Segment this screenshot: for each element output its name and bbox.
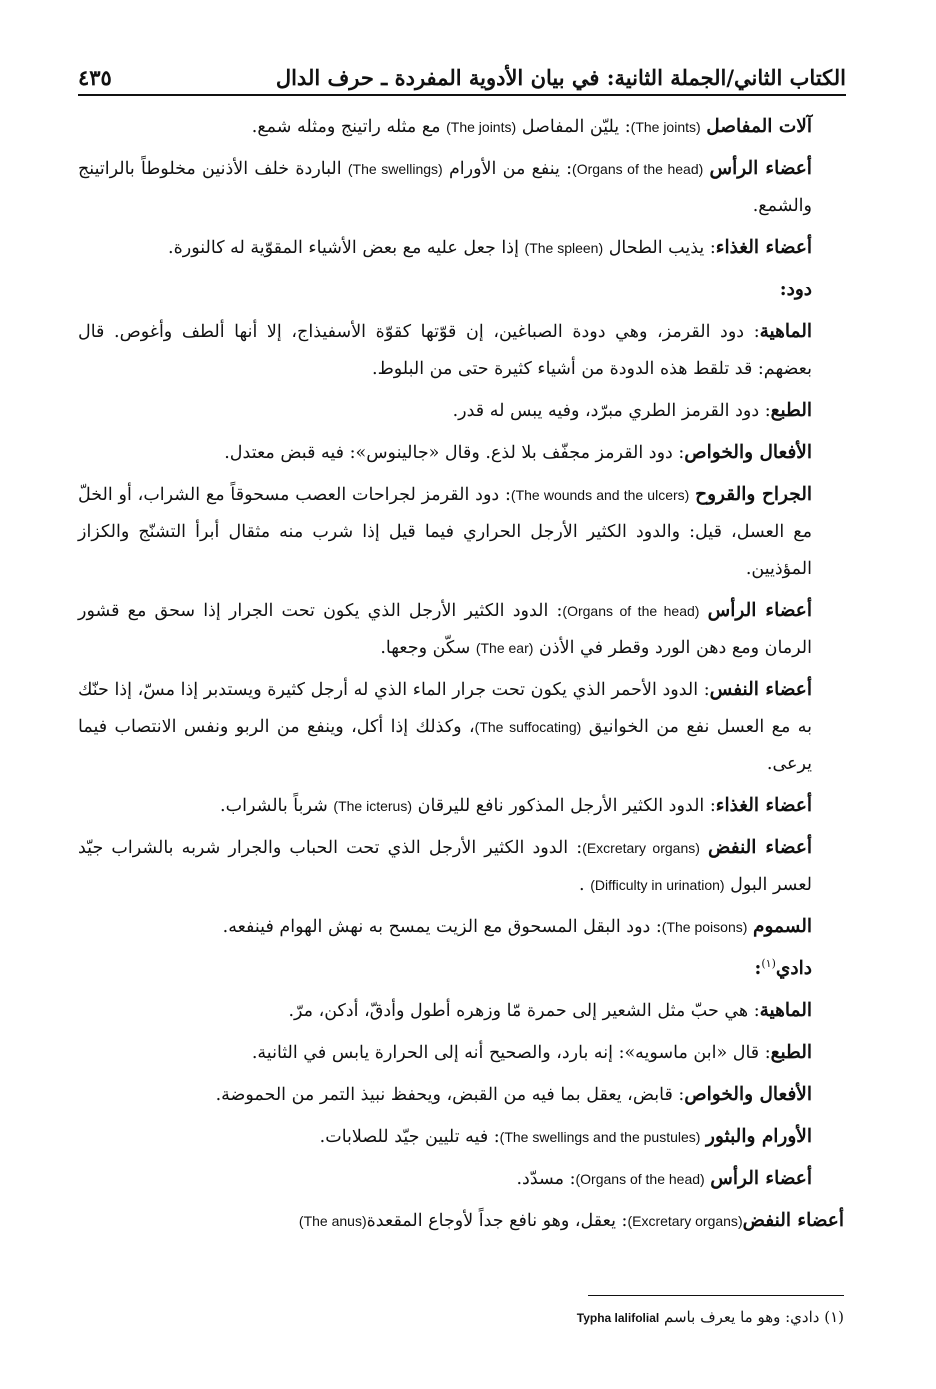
entry-text: : يعقل، وهو نافع جداً لأوجاع المقعدة xyxy=(366,1211,628,1231)
entry-text: : يذيب الطحال xyxy=(608,238,716,258)
entry-text: : دود القرمز لجراحات العصب مسحوقاً مع الشراب، أو الخلّ مع العسل، قيل: والدود الكثير الأرجل الحراري فيما قيل إذا شرب منه مثقال أبرأ التشنّج والكزاز المؤذيين. xyxy=(78,485,812,579)
english-gloss: (The icterus) xyxy=(333,798,413,814)
entry-label: أعضاء الرأس xyxy=(709,158,812,179)
entry-text: : الدود الكثير الأرجل الذي تحت الحباب والجرار شربه بالشراب جيّد لعسر البول xyxy=(78,838,812,895)
header-rule xyxy=(78,94,846,96)
english-gloss: (Excretary organs) xyxy=(627,1213,743,1229)
entry-label: الأورام والبثور xyxy=(706,1126,812,1147)
entry-text: : دود القرمز الطري مبرّد، وفيه يبس له قدر. xyxy=(452,401,771,421)
entry-nature xyxy=(78,313,844,388)
body-text xyxy=(78,108,844,1244)
english-gloss: (The wounds and the ulcers) xyxy=(510,487,690,503)
entry-text: ، وكذلك إذا أكل، وينفع من الربو ونفس الانتصاب فيما يرعى. xyxy=(78,717,812,774)
english-gloss: (The swellings and the pustules) xyxy=(499,1129,701,1145)
entry-swellings-pustules xyxy=(78,1118,844,1156)
footnote-number: (١) xyxy=(824,1308,844,1326)
entry-label: الطبع xyxy=(770,1042,812,1063)
entry-text: شرباً بالشراب. xyxy=(220,796,328,816)
entry-label: الأفعال والخواص xyxy=(684,442,812,463)
running-head xyxy=(78,50,846,90)
entry-text: : مسدّد. xyxy=(516,1169,576,1189)
english-gloss: (Organs of the head) xyxy=(575,1171,705,1187)
english-gloss: (The spleen) xyxy=(524,240,604,256)
entry-text: إذا جعل عليه مع بعض الأشياء المقوّية له كالنورة. xyxy=(168,238,519,258)
entry-text: : قال «ابن ماسويه»: إنه بارد، والصحيح أنه إلى الحرارة يابس في الثانية. xyxy=(251,1043,771,1063)
english-gloss: (Organs of the head) xyxy=(572,161,704,177)
entry-label: أعضاء النفض xyxy=(708,837,812,858)
entry-text: : هي حبّ مثل الشعير إلى حمرة مّا وزهره أطول وأدقّ، أدكن، مرّ. xyxy=(288,1001,760,1021)
footnote-text: دادي: وهو ما يعرف باسم xyxy=(664,1308,820,1326)
footnote xyxy=(78,1305,844,1330)
english-gloss: (Organs of the head) xyxy=(562,603,700,619)
entry-actions-properties xyxy=(78,434,844,472)
footnote-latin-name: Typha lalifolial xyxy=(576,1311,660,1325)
entry-text: : دود البقل المسحوق مع الزيت يمسح به نهش الهوام فينفعه. xyxy=(222,917,662,937)
entry-wounds-ulcers xyxy=(78,476,844,588)
entry-text: . xyxy=(579,875,585,895)
entry-text: : الدود الأحمر الذي يكون تحت جرار الماء الذي له أرجل كثيرة ويستدبر إذا مسّ، إذا حنّك به مع العسل نفع من الخوانيق xyxy=(78,680,812,737)
entry-text: مع مثله راتينج ومثله شمع. xyxy=(251,117,441,137)
english-gloss: (The poisons) xyxy=(661,919,748,935)
english-gloss: (The suffocating) xyxy=(474,719,582,735)
entry-text: : ينفع من الأورام xyxy=(448,159,573,179)
english-gloss: (The anus) xyxy=(298,1213,367,1229)
entry-label: السموم xyxy=(753,916,812,937)
entry-label: الطبع xyxy=(770,400,812,421)
entry-text: : فيه تليين جيّد للصلابات. xyxy=(319,1127,500,1147)
footnote-marker: (١) xyxy=(761,957,776,971)
entry-label: أعضاء النفس xyxy=(709,679,812,700)
drug-heading: دادي xyxy=(775,958,812,979)
entry-label: أعضاء الغذاء xyxy=(715,237,812,258)
drug-heading: دود xyxy=(786,279,812,300)
heading-dadi xyxy=(78,950,844,988)
entry-text: الباردة خلف الأذنين مخلوطاً بالراتينج والشمع. xyxy=(78,159,812,216)
footnote-rule xyxy=(588,1295,844,1296)
entry-label: أعضاء النفض xyxy=(742,1210,844,1231)
entry-organs-of-head xyxy=(78,592,844,667)
english-gloss: (The joints) xyxy=(630,119,701,135)
entry-label: أعضاء الغذاء xyxy=(715,795,812,816)
entry-temperament xyxy=(78,392,844,430)
english-gloss: (Difficulty in urination) xyxy=(590,877,725,893)
entry-organs-of-nutrition xyxy=(78,787,844,825)
entry-text: : الدود الكثير الأرجل المذكور نافع لليرقان xyxy=(417,796,716,816)
heading-colon: : xyxy=(754,958,762,979)
running-title: الكتاب الثاني/الجملة الثانية: في بيان الأدوية المفردة ـ حرف الدال xyxy=(275,65,846,90)
entry-text: : يليّن المفاصل xyxy=(521,117,631,137)
entry-label: أعضاء الرأس xyxy=(707,600,812,621)
entry-nature xyxy=(78,992,844,1030)
entry-actions-properties xyxy=(78,1076,844,1114)
entry-label: الماهية xyxy=(759,1000,812,1021)
entry-label: الجراح والقروح xyxy=(695,484,812,505)
entry-organs-of-nutrition xyxy=(78,229,844,267)
entry-excretory-organs xyxy=(78,829,844,904)
entry-text: سكّن وجعها. xyxy=(380,638,471,658)
english-gloss: (Excretary organs) xyxy=(582,840,700,856)
entry-label: الماهية xyxy=(759,321,812,342)
entry-organs-of-head xyxy=(78,1160,844,1198)
entry-text: : الدود الكثير الأرجل الذي يكون تحت الجرار إذا سحق مع قشور الرمان ومع دهن الورد وقطر في الأذن xyxy=(78,601,812,658)
entry-text: : دود القرمز، وهي دودة الصباغين، إن قوّتها كقوّة الأسفيذاج، إلا أنها ألطف وأغوص. قال بعضهم: قد تلقط هذه الدودة من أشياء كثيرة حتى من البلوط. xyxy=(78,322,812,379)
entry-poisons xyxy=(78,908,844,946)
entry-text: : دود القرمز مجفّف بلا لذع. وقال «جالينوس»: فيه قبض معتدل. xyxy=(224,443,685,463)
page-number: ٤٣٥ xyxy=(78,65,112,90)
entry-excretory-organs xyxy=(78,1202,844,1240)
entry-temperament xyxy=(78,1034,844,1072)
entry-joints xyxy=(78,108,844,146)
entry-label: آلات المفاصل xyxy=(706,116,812,137)
entry-text: : قابض، يعقل بما فيه من القبض، ويحفظ نبيذ التمر من الحموضة. xyxy=(215,1085,685,1105)
heading-colon: : xyxy=(779,279,787,300)
english-gloss: (The swellings) xyxy=(347,161,443,177)
entry-label: أعضاء الرأس xyxy=(710,1168,812,1189)
entry-label: الأفعال والخواص xyxy=(684,1084,812,1105)
english-gloss: (The joints) xyxy=(446,119,517,135)
entry-organs-of-head xyxy=(78,150,844,225)
entry-respiratory-organs xyxy=(78,671,844,783)
english-gloss: (The ear) xyxy=(475,640,534,656)
heading-dud xyxy=(78,271,844,309)
